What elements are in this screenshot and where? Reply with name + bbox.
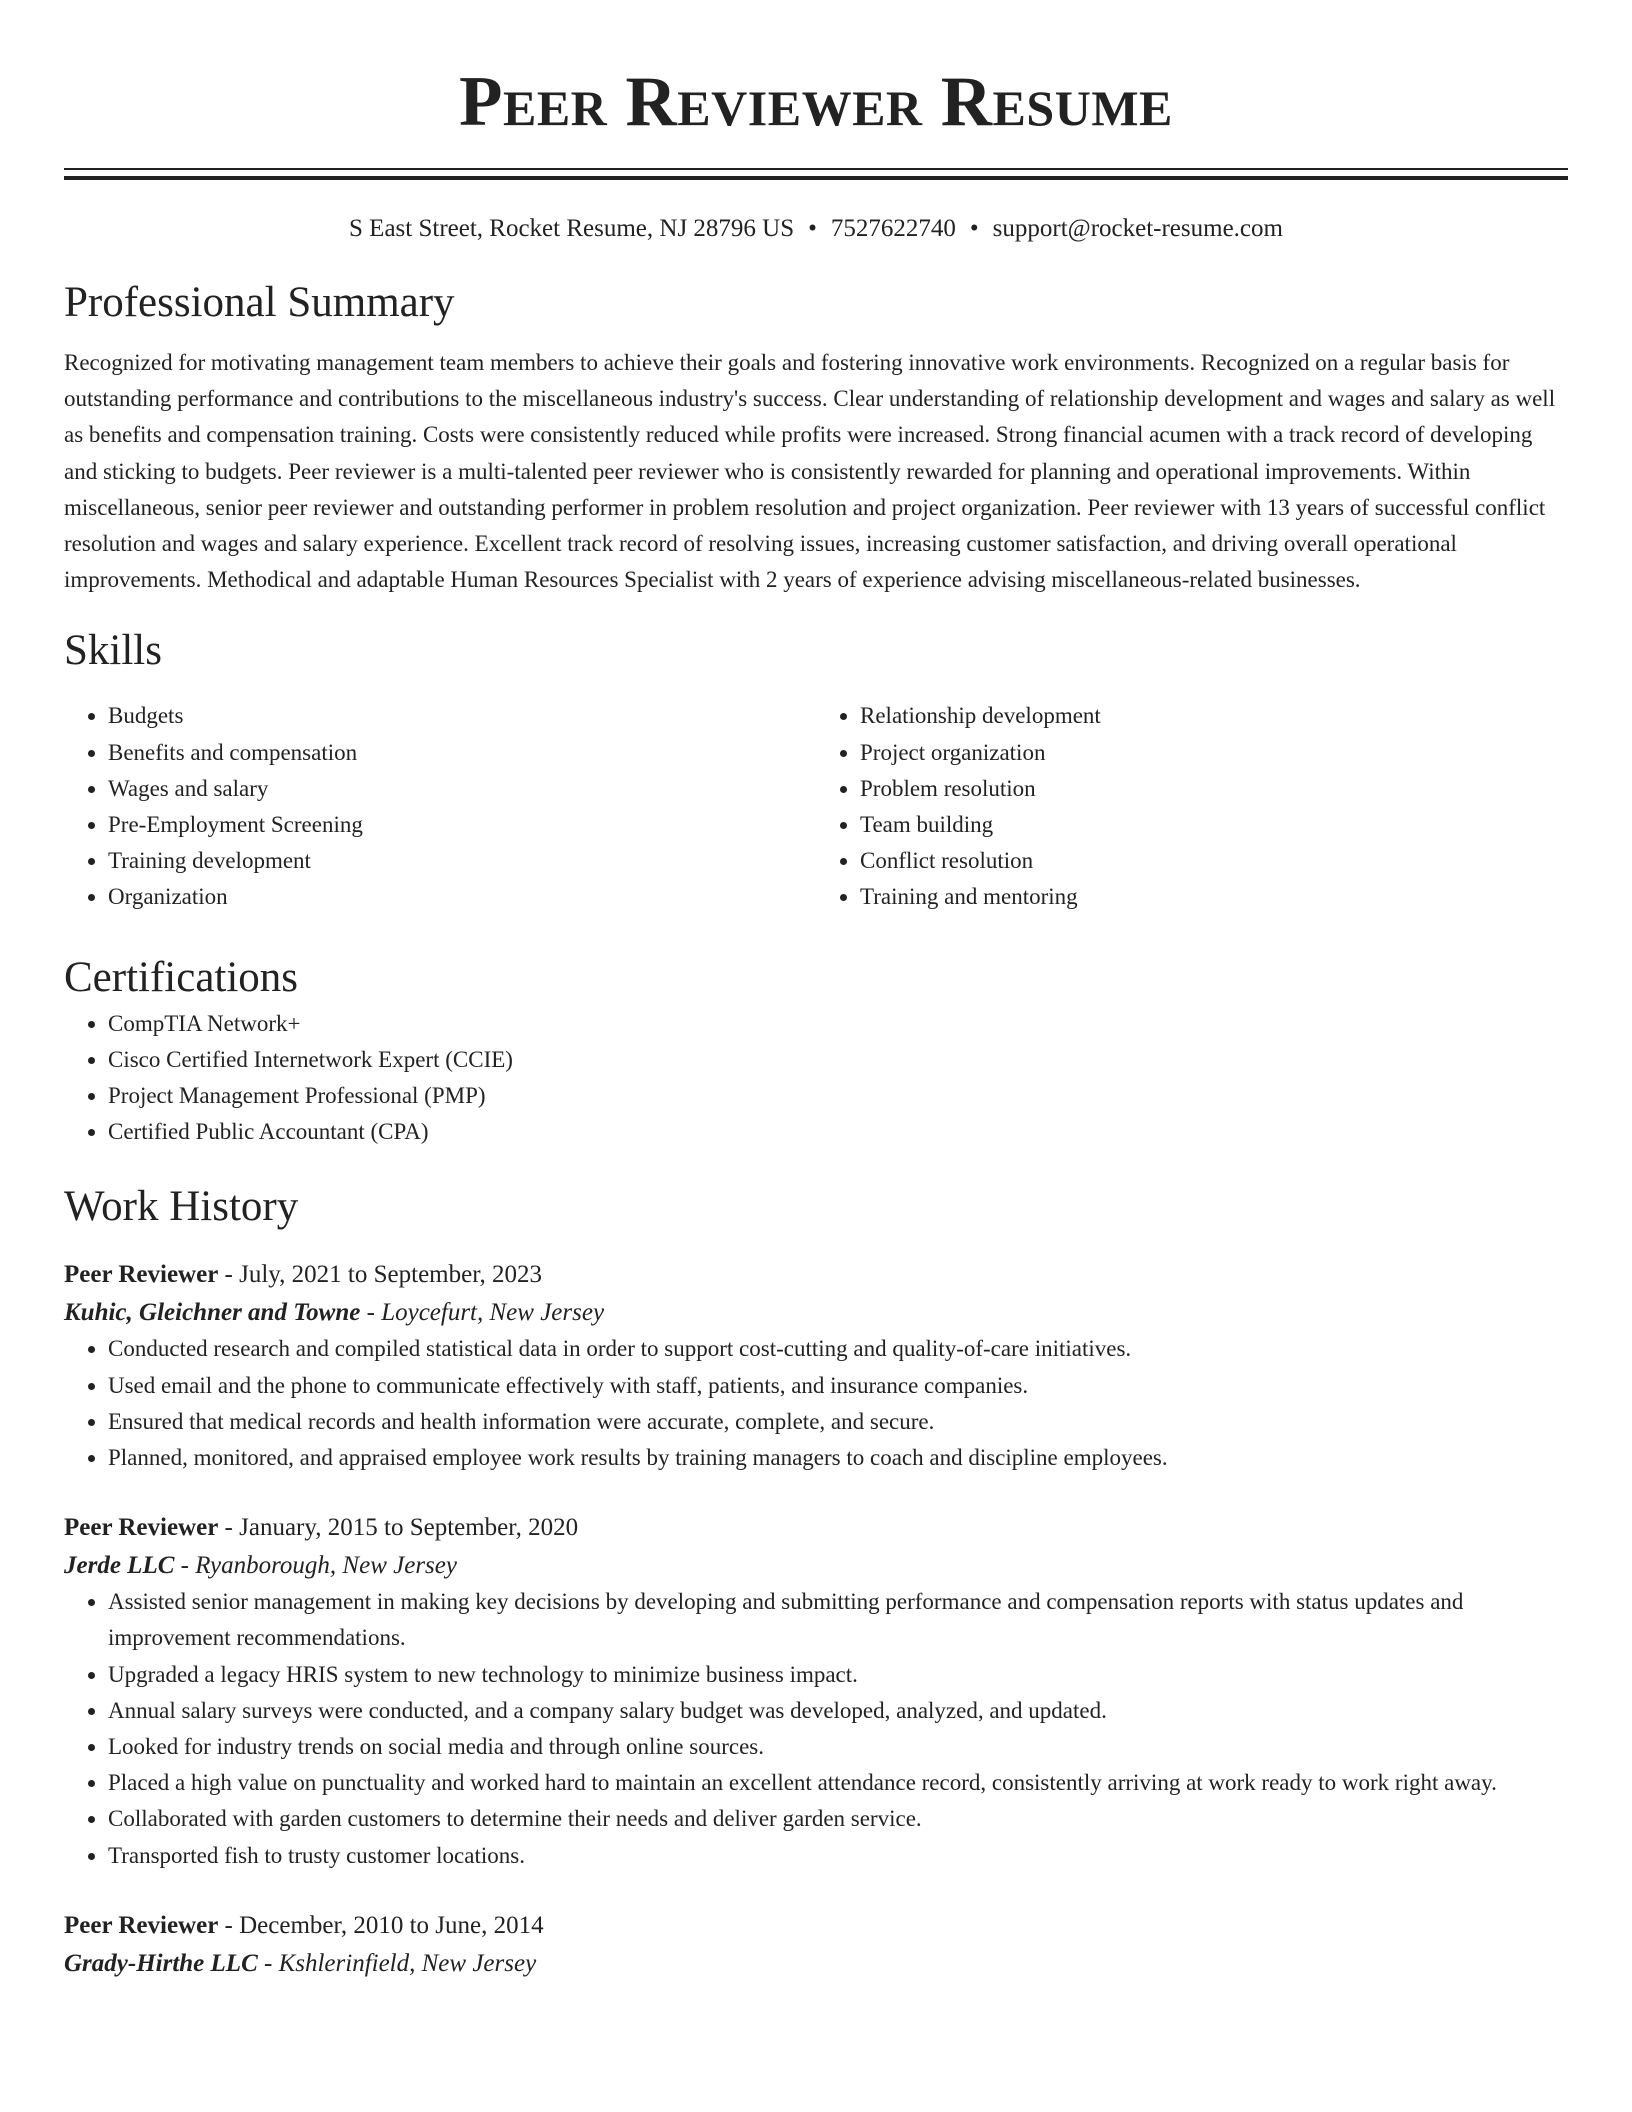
certification-item: • Certified Public Accountant (CPA) (108, 1114, 1568, 1150)
skill-item: • Wages and salary (108, 771, 816, 807)
job-bullet: • Used email and the phone to communicate effectively with staff, patients, and insurance companies. (108, 1368, 1568, 1404)
job-location: Kshlerinfield, New Jersey (278, 1949, 537, 1977)
job-bullets (64, 1584, 1568, 1874)
job-dash: - (224, 1261, 233, 1289)
contact-separator: • (969, 215, 979, 242)
certifications-section (64, 950, 1568, 1151)
job-entry (64, 1908, 1568, 1982)
job-dates: July, 2021 to September, 2023 (239, 1261, 543, 1289)
job-bullet: • Upgraded a legacy HRIS system to new technology to minimize business impact. (108, 1657, 1568, 1693)
contact-address: S East Street, Rocket Resume, NJ 28796 US (349, 215, 795, 242)
job-bullet: • Annual salary surveys were conducted, and a company salary budget was developed, analyzed, and updated. (108, 1693, 1568, 1729)
contact-email: support@rocket-resume.com (992, 215, 1283, 242)
job-role: Peer Reviewer (64, 1261, 219, 1289)
work-history-heading: Work History (64, 1183, 299, 1231)
title-divider-thin (64, 168, 1568, 170)
skills-list-right (816, 698, 1568, 915)
skills-heading: Skills (64, 627, 162, 675)
skill-item: • Organization (108, 879, 816, 915)
contact-phone: 7527622740 (830, 215, 956, 242)
job-dash: - (180, 1552, 189, 1580)
skills-list-left (64, 698, 816, 915)
job-bullet: • Placed a high value on punctuality and worked hard to maintain an excellent attendance record, consistently arriving at work ready to work right away. (108, 1765, 1568, 1801)
skill-item: • Relationship development (860, 698, 1568, 734)
job-bullet: • Collaborated with garden customers to determine their needs and deliver garden service. (108, 1801, 1568, 1837)
job-bullet: • Assisted senior management in making key decisions by developing and submitting performance and compensation reports with status updates and improvement recommendations. (108, 1584, 1568, 1656)
skills-section (64, 623, 1568, 915)
job-dash: - (224, 1514, 233, 1542)
job-location: Loycefurt, New Jersey (381, 1299, 605, 1327)
skill-item: • Problem resolution (860, 771, 1568, 807)
job-bullet: • Ensured that medical records and health information were accurate, complete, and secure. (108, 1404, 1568, 1440)
job-dates: December, 2010 to June, 2014 (239, 1911, 544, 1939)
job-company-line (64, 1946, 1568, 1982)
page-title: Peer Reviewer Resume (459, 63, 1173, 141)
job-bullet: • Planned, monitored, and appraised employee work results by training managers to coach and discipline employees. (108, 1440, 1568, 1476)
job-dash: - (264, 1949, 273, 1977)
job-company: Kuhic, Gleichner and Towne (64, 1299, 361, 1327)
certifications-heading: Certifications (64, 953, 299, 1001)
skill-item: • Project organization (860, 735, 1568, 771)
job-dates: January, 2015 to September, 2020 (239, 1514, 579, 1542)
skill-item: • Pre-Employment Screening (108, 807, 816, 843)
job-company: Jerde LLC (64, 1552, 175, 1580)
skill-item: • Training development (108, 843, 816, 879)
job-company-line (64, 1295, 1568, 1331)
job-title-line (64, 1257, 1568, 1293)
job-company: Grady-Hirthe LLC (64, 1949, 258, 1977)
job-bullet: • Conducted research and compiled statistical data in order to support cost-cutting and quality-of-care initiatives. (108, 1331, 1568, 1367)
job-bullet: • Transported fish to trusty customer locations. (108, 1838, 1568, 1874)
job-bullets (64, 1331, 1568, 1476)
contact-line (64, 213, 1568, 245)
summary-text: Recognized for motivating management team members to achieve their goals and fostering innovative work environments. Recognized on a regular basis for outstanding performance and contributions to the miscellaneous industry's success. Clear understanding of relationship development and wages and salary as well as benefits and compensation training. Costs were consistently reduced while profits were increased. Strong financial acumen with a track record of developing and sticking to budgets. Peer reviewer is a multi-talented peer reviewer who is consistently rewarded for planning and operational improvements. Within miscellaneous, senior peer reviewer and outstanding performer in problem resolution and project organization. Peer reviewer with 13 years of successful conflict resolution and wages and salary experience. Excellent track record of resolving issues, increasing customer satisfaction, and driving overall operational improvements. Methodical and adaptable Human Resources Specialist with 2 years of experience advising miscellaneous-related businesses. (64, 350, 1556, 593)
certification-item: • CompTIA Network+ (108, 1006, 1568, 1042)
skill-item: • Budgets (108, 698, 816, 734)
job-dash: - (224, 1911, 233, 1939)
job-role: Peer Reviewer (64, 1911, 219, 1939)
skill-item: • Team building (860, 807, 1568, 843)
title-divider-thick (64, 176, 1568, 180)
skill-item: • Conflict resolution (860, 843, 1568, 879)
skill-item: • Training and mentoring (860, 879, 1568, 915)
job-dash: - (366, 1299, 375, 1327)
job-entry (64, 1510, 1568, 1874)
contact-separator: • (808, 215, 817, 242)
skill-item: • Benefits and compensation (108, 735, 816, 771)
skills-columns (64, 698, 1568, 915)
certification-item: • Project Management Professional (PMP) (108, 1078, 1568, 1114)
job-entry (64, 1257, 1568, 1476)
job-location: Ryanborough, New Jersey (195, 1552, 457, 1580)
certifications-list (64, 1006, 1568, 1151)
summary-section (64, 275, 1568, 598)
work-history-section (64, 1179, 1568, 1981)
job-title-line (64, 1510, 1568, 1546)
job-bullet: • Looked for industry trends on social media and through online sources. (108, 1729, 1568, 1765)
job-title-line (64, 1908, 1568, 1944)
job-role: Peer Reviewer (64, 1514, 219, 1542)
certification-item: • Cisco Certified Internetwork Expert (CCIE) (108, 1042, 1568, 1078)
summary-heading: Professional Summary (64, 279, 455, 326)
job-company-line (64, 1548, 1568, 1584)
